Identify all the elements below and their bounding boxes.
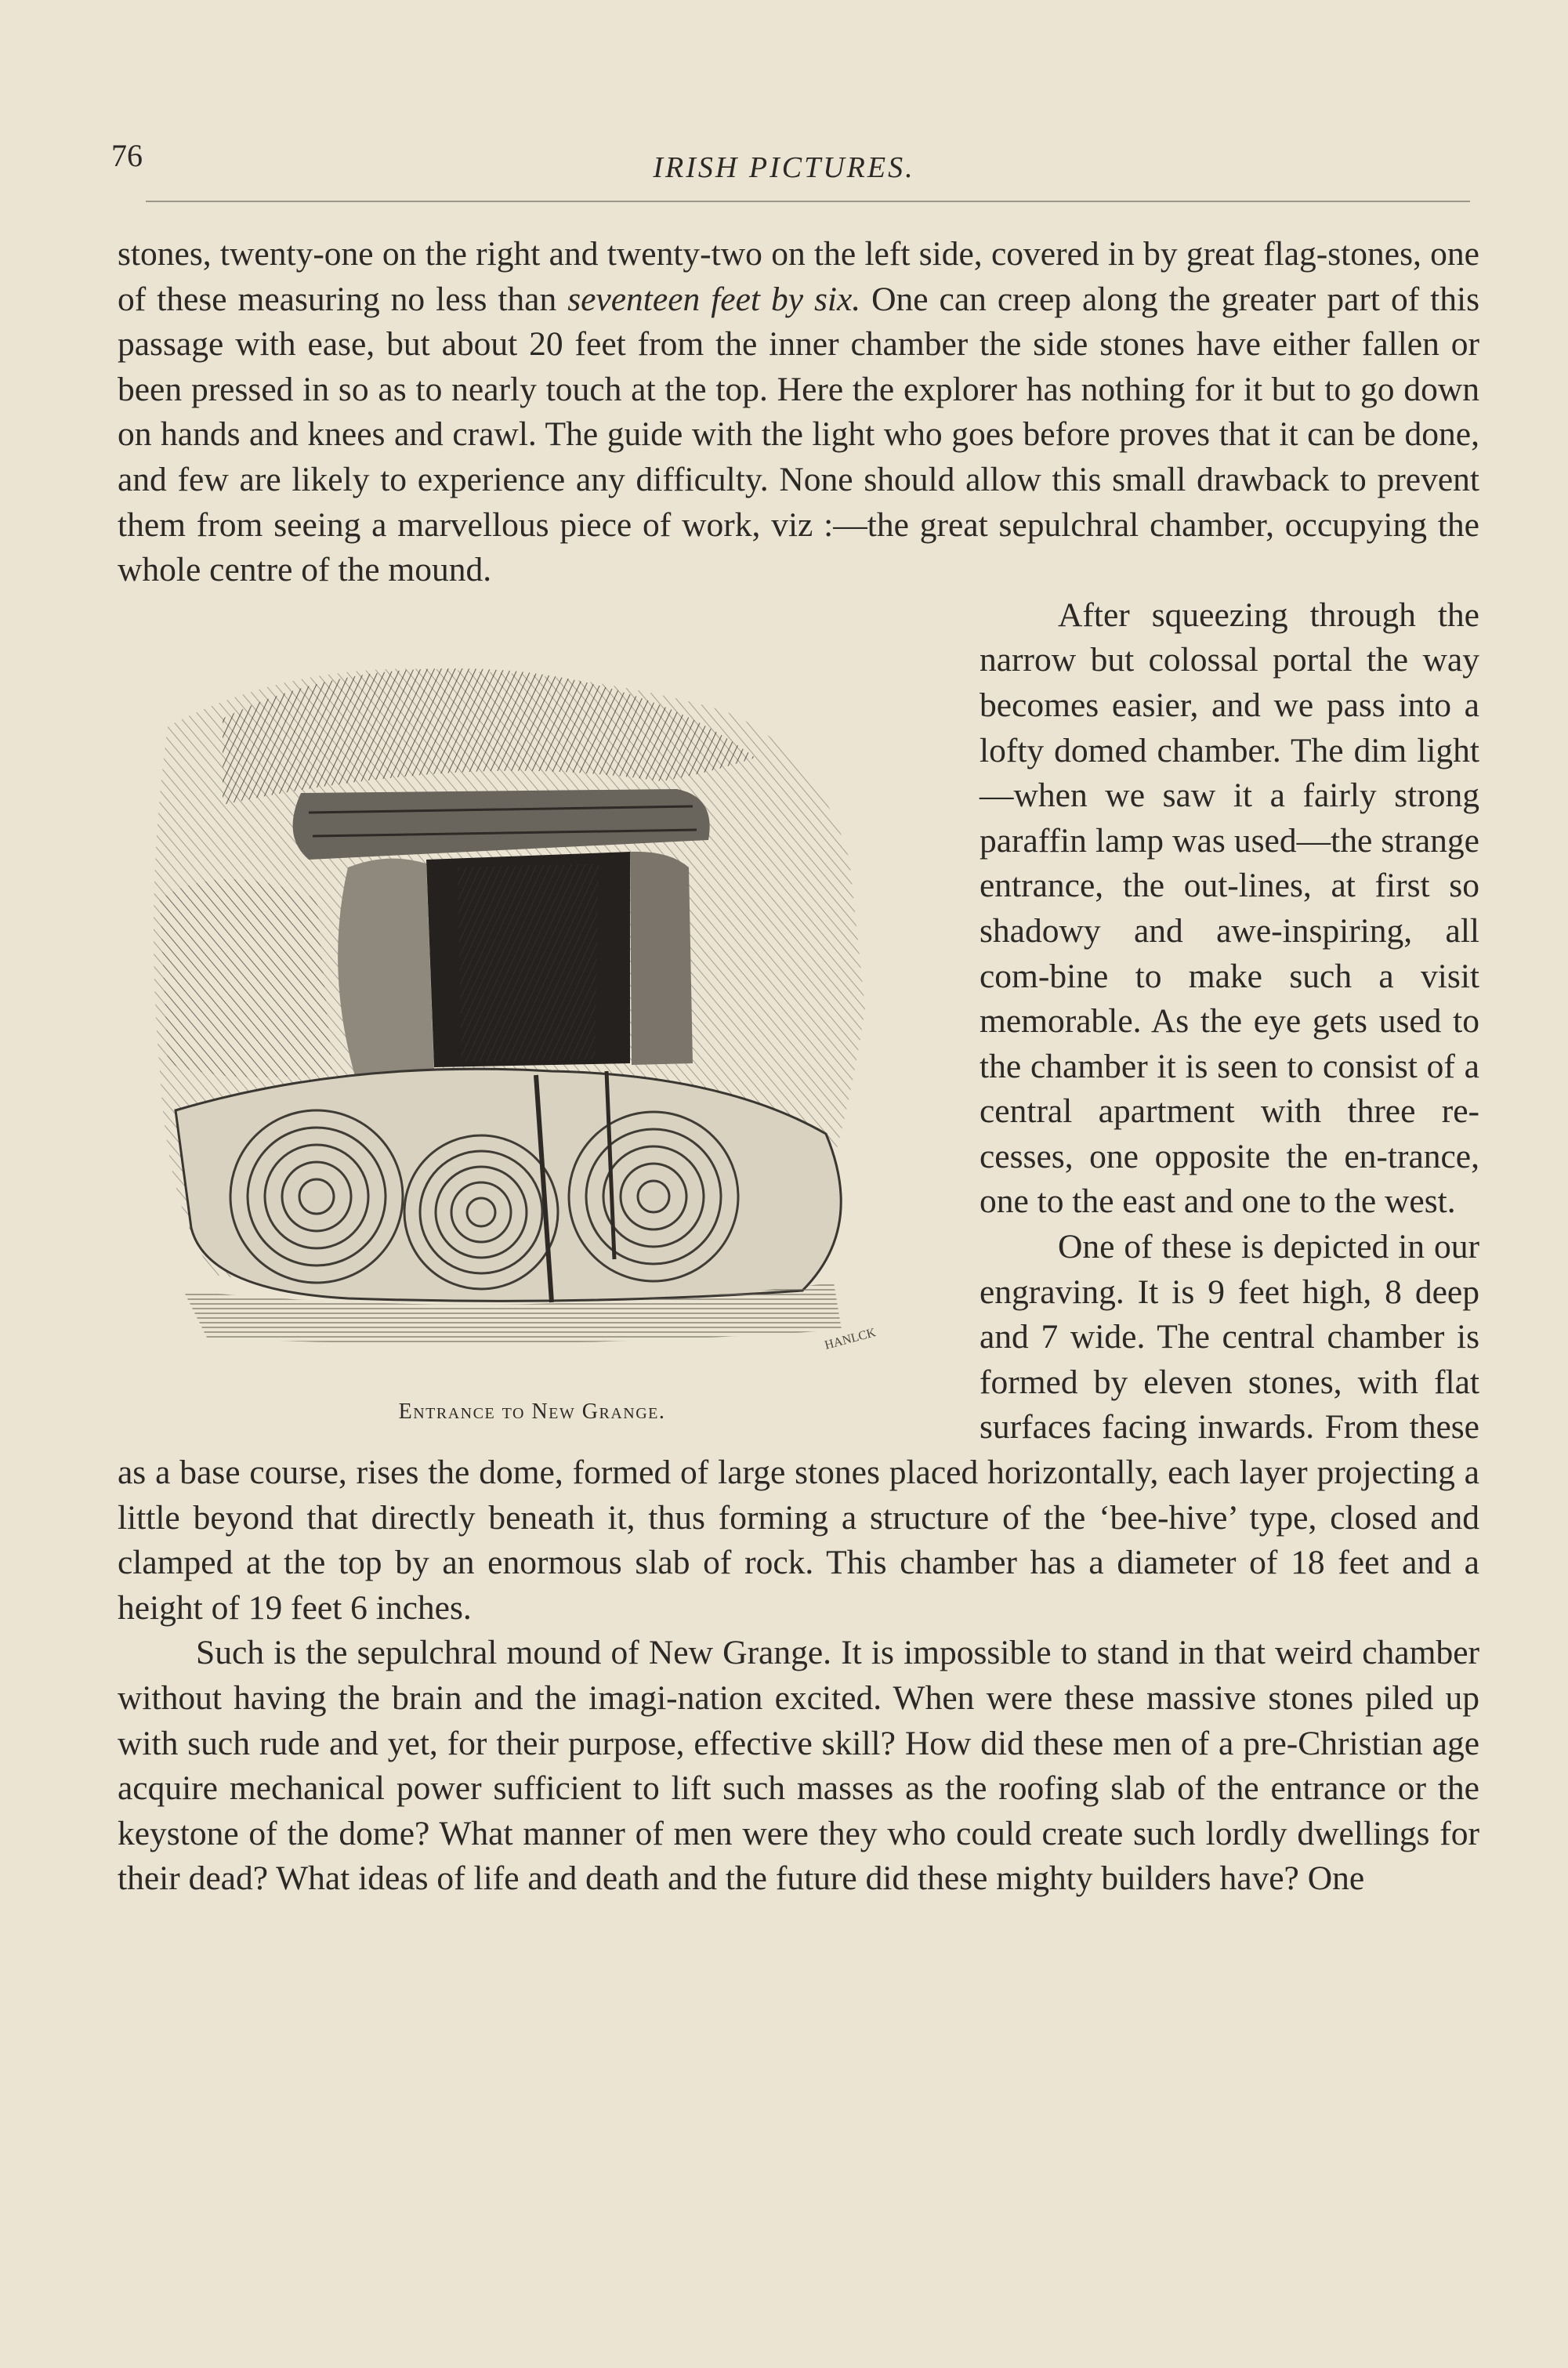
paragraph-2: After squeezing through the narrow but colossal portal the way becomes easier, and we pass into a lofty domed chamber. The dim light—when we saw it a fairly strong paraffin lamp was used—the strange entrance, the out-lines, at first so shadowy and awe-inspiring, all com-bine to make such a visit memorable. As the eye gets used to the chamber it is seen to consist of a central apartment with three re-cesses, one opposite the en-trance, one to the east and one to the west. [980, 596, 1479, 1221]
new-grange-engraving [113, 601, 951, 1385]
header-rule [146, 201, 1470, 202]
paragraph-1-italic: seventeen feet by six. [567, 280, 861, 318]
body-text [118, 232, 1479, 1902]
paragraph-1-text-a: stones, twenty-one on the right and twenty-two on the left side, covered in by great flag-stones, one of these measuring no less than [118, 235, 1479, 318]
engraver-signature: HANLCK [823, 1325, 878, 1352]
paragraph-1-text-b: One can creep along the greater part of this passage with ease, but about 20 feet from the inner chamber the side stones have either fallen or been pressed in so as to nearly touch at the top. Here the explorer has nothing for it but to go down on hands and knees and crawl. The guide with the light who goes before proves that it can be done, and few are likely to experience any difficulty. None should allow this small drawback to prevent them from seeing a marvellous piece of work, viz :—the great sepulchral chamber, occupying the whole centre of the mound. [118, 280, 1479, 589]
figure-caption: Entrance to New Grange. [398, 1399, 666, 1424]
page-number: 76 [111, 138, 143, 173]
paragraph-1 [118, 232, 1479, 593]
engraving-figure [113, 601, 951, 1436]
paragraph-3: One of these is depicted in our engraving. It is 9 feet high, 8 deep and 7 wide. The central chamber is formed by eleven stones, with flat surfaces facing inwards. From these as a base course, rises the dome, formed of large stones placed horizontally, each layer projecting a little beyond that directly beneath it, thus forming a structure of the ‘bee-hive’ type, closed and clamped at the top by an enormous slab of rock. This chamber has a diameter of 18 feet and a height of 19 feet 6 inches. [118, 1228, 1479, 1627]
running-head: IRISH PICTURES. [653, 151, 915, 184]
page-header [0, 0, 1568, 219]
paragraph-4: Such is the sepulchral mound of New Grange. It is impossible to stand in that weird chamber without having the brain and the imagi-nation excited. When were these massive stones piled up with such rude and yet, for their purpose, effective skill? How did these men of a pre-Christian age acquire mechanical power sufficient to lift such masses as the roofing slab of the entrance or the keystone of the dome? What manner of men were they who could create such lordly dwellings for their dead? What ideas of life and death and the future did these mighty builders have? One [118, 1634, 1479, 1898]
